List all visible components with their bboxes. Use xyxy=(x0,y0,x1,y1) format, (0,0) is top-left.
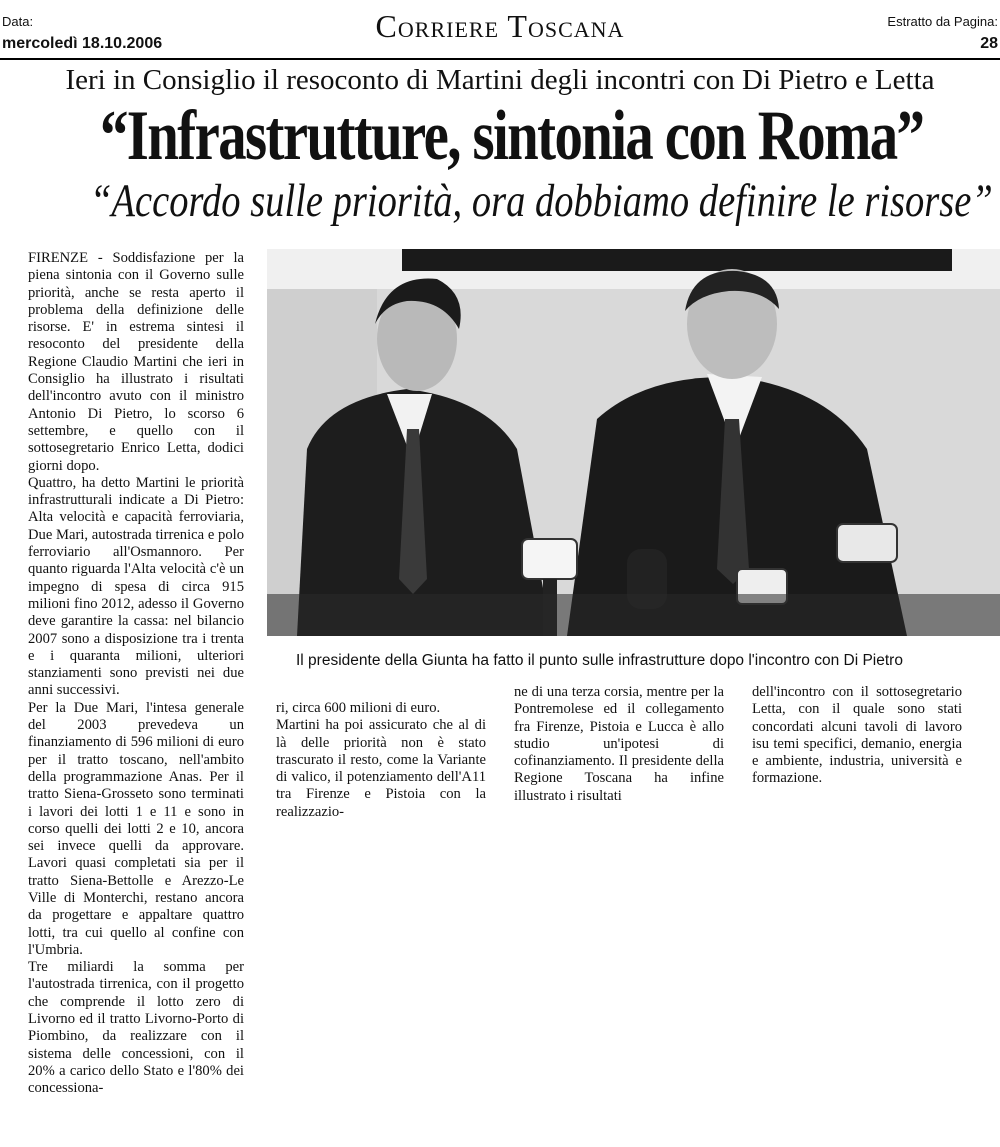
paragraph: Per la Due Mari, l'intesa generale del 2003 prevedeva un finanziamento di 596 milioni di euro per il tratto toscano, nell'ambito della programmazione Anas. Per il tratto Siena-Grosseto sono terminati i lavori dei lotti 1 e 11 e sono in corso quelli dei lotti 2 e 10, ancora sei invece quelli da approvare. Lavori quasi completati sia per il tratto Siena-Bettolle e Arezzo-Le Ville di Monterchi, restano ancora da progettare e appaltare quattro lotti, tra cui quello al confine con l'Umbria. xyxy=(28,699,244,958)
publication-date: mercoledì 18.10.2006 xyxy=(2,35,163,52)
paragraph: Quattro, ha detto Martini le priorità infrastrutturali indicate a Di Pietro: Alta velocità e capacità ferroviaria, Due Mari, autostrada tirrenica e polo ferroviario all'Osmannoro. Per quanto riguarda l'Alta velocità c'è un impegno di spesa di circa 915 milioni fino 2012, adesso il Governo deve garantire la cassa: nel bilancio 2007 sono a disposizione tra i trenta e i quaranta milioni, ulteriori stanziamenti sono previsti nei due anni successivi. xyxy=(28,474,244,699)
page-label: Estratto da Pagina: xyxy=(887,14,998,29)
article-column-2 xyxy=(276,700,486,821)
paragraph: ne di una terza corsia, mentre per la Pontremolese ed il collegamento fra Firenze, Pistoia e Lucca è allo studio un'ipotesi di cofinanziamento. Il presidente della Regione Toscana ha infine illustrato i risultati xyxy=(514,684,724,804)
headline: “Infrastrutture, sintonia con Roma” xyxy=(100,97,924,175)
page-number: 28 xyxy=(980,35,998,52)
paragraph: Martini ha poi assicurato che al di là delle priorità non è stato trascurato il resto, come la Variante di valico, il potenziamento dell'A11 tra Firenze e Pistoia con la realizzazio- xyxy=(276,717,486,820)
press-photo xyxy=(267,249,1000,636)
article-column-3 xyxy=(514,684,724,805)
article-column-4 xyxy=(752,684,962,788)
paragraph: Tre miliardi la somma per l'autostrada tirrenica, con il progetto che comprende il lotto zero di Livorno ed il tratto Livorno-Porto di Piombino, da realizzare con il sistema delle concessioni, con il 20% a carico dello Stato e l'80% dei concessiona- xyxy=(28,959,244,1097)
paragraph: ri, circa 600 milioni di euro. xyxy=(276,700,441,716)
kicker: Ieri in Consiglio il resoconto di Martini degli incontri con Di Pietro e Letta xyxy=(65,64,935,96)
paragraph: dell'incontro con il sottosegretario Letta, con il quale sono stati concordati alcuni tavoli di lavoro isu temi specifici, demanio, energia e ambiente, industria, università e formazione. xyxy=(752,684,962,787)
paragraph: FIRENZE - Soddisfazione per la piena sintonia con il Governo sulle priorità, anche se resta aperto il problema della definizione delle risorse. E' in estrema sintesi il resoconto del presidente della Regione Claudio Martini che ieri in Consiglio ha illustrato i risultati dell'incontro avuto con il ministro Antonio Di Pietro, lo scorso 6 settembre, e quello con il sottosegretario Enrico Letta, dodici giorni dopo. xyxy=(28,250,244,474)
header-divider xyxy=(0,58,1000,60)
photo-caption: Il presidente della Giunta ha fatto il punto sulle infrastrutture dopo l'incontro con Di Pietro xyxy=(296,652,903,669)
photo-illustration xyxy=(267,249,1000,636)
masthead: Corriere Toscana xyxy=(375,8,625,44)
subheadline: “Accordo sulle priorità, ora dobbiamo definire le risorse” xyxy=(90,175,993,227)
date-label: Data: xyxy=(2,14,34,29)
article-column-1 xyxy=(28,250,244,1098)
